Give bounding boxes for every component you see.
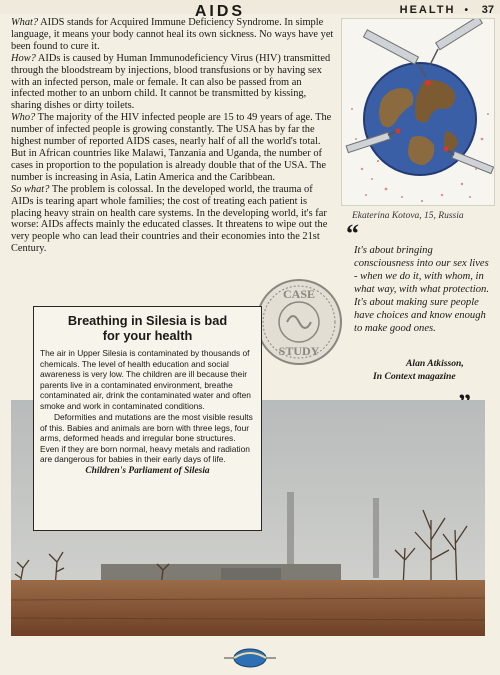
artwork-caption: Ekaterina Kotova, 15, Russia <box>352 211 464 221</box>
svg-text:CASE: CASE <box>282 287 316 301</box>
paragraph-text: AIDs is caused by Human Immunodeficiency Virus (HIV) transmitted through the bloodstream by injections, blood transfusions or by having sex with an infected person, male or female. It can also be passed from an infected mother to an unborn child. It cannot be transmitted by kissing, sharing dishes or dirty toilets. <box>11 52 331 112</box>
separator-dot: • <box>464 5 470 16</box>
question-label: How? <box>11 52 36 64</box>
footer-ornament-icon <box>222 644 278 670</box>
quote-source: In Context magazine <box>373 371 456 382</box>
question-label: So what? <box>11 183 50 195</box>
title-line: Breathing in Silesia is bad <box>67 313 228 328</box>
case-study-paragraph: Deformities and mutations are the most visible results of this. Babies and animals are born with three legs, four arms, deformed heads and irregular bone structures. Even if they are born normal, heavy metals and radiation are dangerous for babies in their early days of life. <box>40 412 253 464</box>
paragraph-how <box>11 53 337 113</box>
paragraph-who <box>11 112 337 183</box>
page-number: 37 <box>481 4 494 16</box>
case-study-box <box>33 306 262 531</box>
quote-open-mark: “ <box>346 219 359 248</box>
case-study-title <box>40 313 255 343</box>
question-label: What? <box>11 17 39 28</box>
title-line: for your health <box>102 328 193 343</box>
case-study-seal <box>254 277 344 367</box>
paragraph-text: The problem is colossal. In the developed world, the trauma of AIDs is tearing apart whole families; the cost of treating each patient is placing heavy strain on health care systems. In the developing world, it's far worse: AIDs affects mainly the educated classes. It threatens to wipe out the very people who can lead their countries and their economies into the 21st Century. <box>11 183 328 255</box>
quote-author: Alan Atkisson, <box>406 358 464 369</box>
article-title: AIDS <box>194 3 246 20</box>
paragraph-what <box>11 17 337 53</box>
section-label <box>400 4 474 16</box>
case-study-paragraph: The air in Upper Silesia is contaminated by thousands of chemicals. The level of health education and social awareness is very low. The children are ill because their parents live in a contaminated environment, breathe contaminated air, drink the contaminated water and often smoke and work in contaminated conditions. <box>40 348 251 411</box>
paragraph-text: AIDS stands for Acquired Immune Deficiency Syndrome. In simple language, it means your body cannot heal its own sickness. No ways have yet been found to cure it. <box>11 17 334 52</box>
question-label: Who? <box>11 112 36 124</box>
globe-syringe-artwork <box>341 18 495 206</box>
case-study-source: Children's Parliament of Silesia <box>85 465 210 476</box>
article-body <box>11 17 337 255</box>
paragraph-so-what <box>11 184 337 255</box>
section-name: HEALTH <box>399 4 456 16</box>
svg-text:STUDY: STUDY <box>278 344 320 358</box>
paragraph-text: The majority of the HIV infected people are 15 to 49 years of age. The number of infected people is growing constantly. The USA has by far the highest number of reported AIDS cases, nearly half of all the world's total. But in African countries like Malawi, Tanzania and Uganda, the number of cases in proportion to the population is already double that of the USA. The number is increasing in Asia, Latin America and the Caribbean. <box>11 112 332 183</box>
pull-quote: It's about bringing consciousness into our sex lives - when we do it, with whom, in what way, with what protection. It's about making sure people have choices and know enough to make good ones. <box>354 245 489 334</box>
